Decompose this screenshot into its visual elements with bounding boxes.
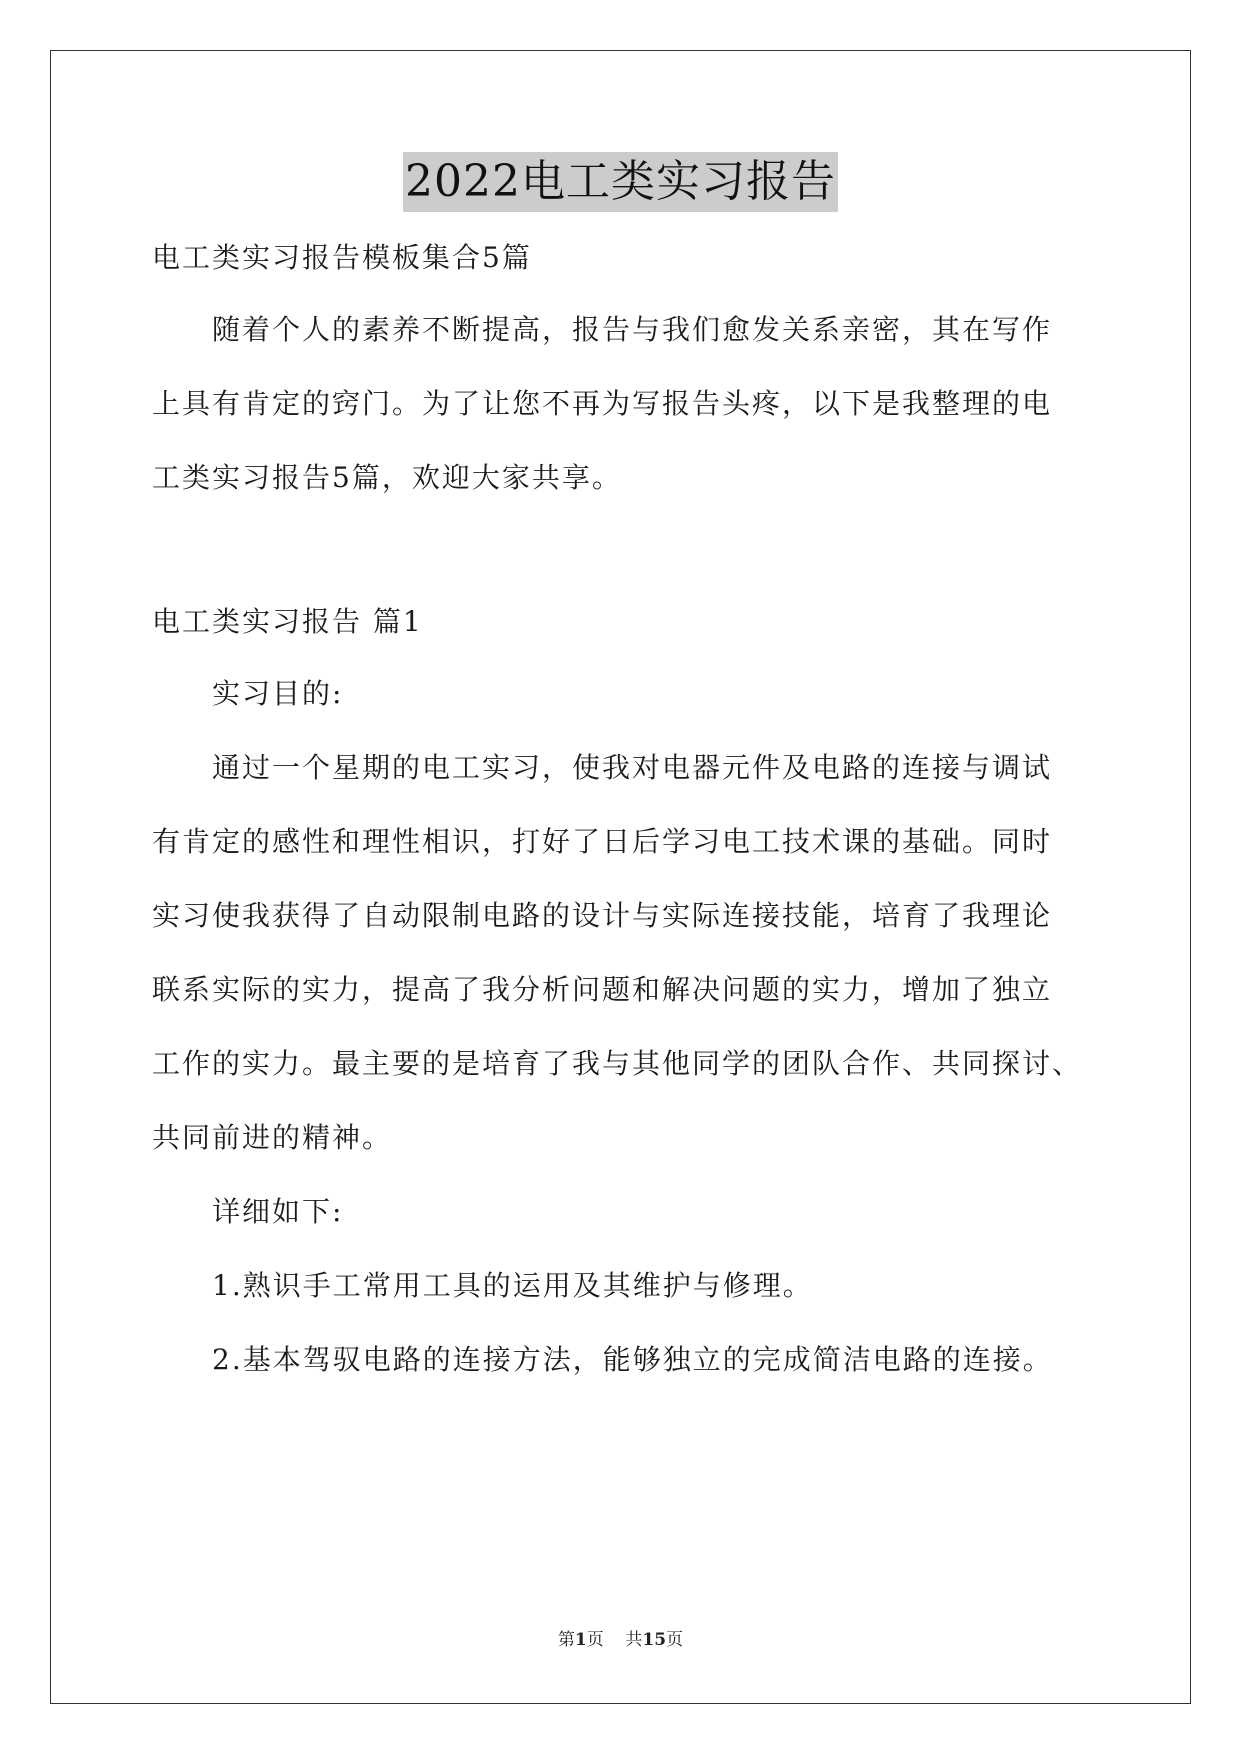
page-suffix: 页	[586, 1630, 604, 1650]
intro-line-2: 上具有肯定的窍门。为了让您不再为写报告头疼，以下是我整理的电	[152, 387, 1053, 420]
purpose-line-2: 有肯定的感性和理性相识，打好了日后学习电工技术课的基础。同时	[152, 825, 1053, 858]
total-prefix: 共	[625, 1630, 643, 1650]
page-frame	[50, 50, 1191, 1704]
purpose-label: 实习目的:	[212, 677, 344, 710]
purpose-line-4: 联系实际的实力，提高了我分析问题和解决问题的实力，增加了独立	[152, 973, 1053, 1006]
title-block	[0, 152, 1241, 212]
purpose-line-3: 实习使我获得了自动限制电路的设计与实际连接技能，培育了我理论	[152, 899, 1053, 932]
page-footer	[0, 1628, 1241, 1652]
page-number: 1	[574, 1630, 587, 1650]
intro-line-3: 工类实习报告5篇，欢迎大家共享。	[152, 461, 622, 494]
intro-line-1: 随着个人的素养不断提高，报告与我们愈发关系亲密，其在写作	[212, 313, 1053, 346]
purpose-line-6: 共同前进的精神。	[152, 1121, 393, 1154]
page-prefix: 第	[557, 1630, 575, 1650]
purpose-line-1: 通过一个星期的电工实习，使我对电器元件及电路的连接与调试	[212, 751, 1053, 784]
detail-item-2: 2.基本驾驭电路的连接方法，能够独立的完成简洁电路的连接。	[212, 1343, 1053, 1376]
document-subtitle: 电工类实习报告模板集合5篇	[152, 241, 532, 274]
detail-label: 详细如下:	[212, 1195, 344, 1228]
total-pages: 15	[642, 1630, 667, 1650]
detail-item-1: 1.熟识手工常用工具的运用及其维护与修理。	[212, 1269, 813, 1302]
document-title: 2022电工类实习报告	[403, 152, 838, 212]
total-suffix: 页	[666, 1630, 684, 1650]
section-heading: 电工类实习报告 篇1	[152, 605, 423, 638]
purpose-line-5: 工作的实力。最主要的是培育了我与其他同学的团队合作、共同探讨、	[152, 1047, 1083, 1080]
